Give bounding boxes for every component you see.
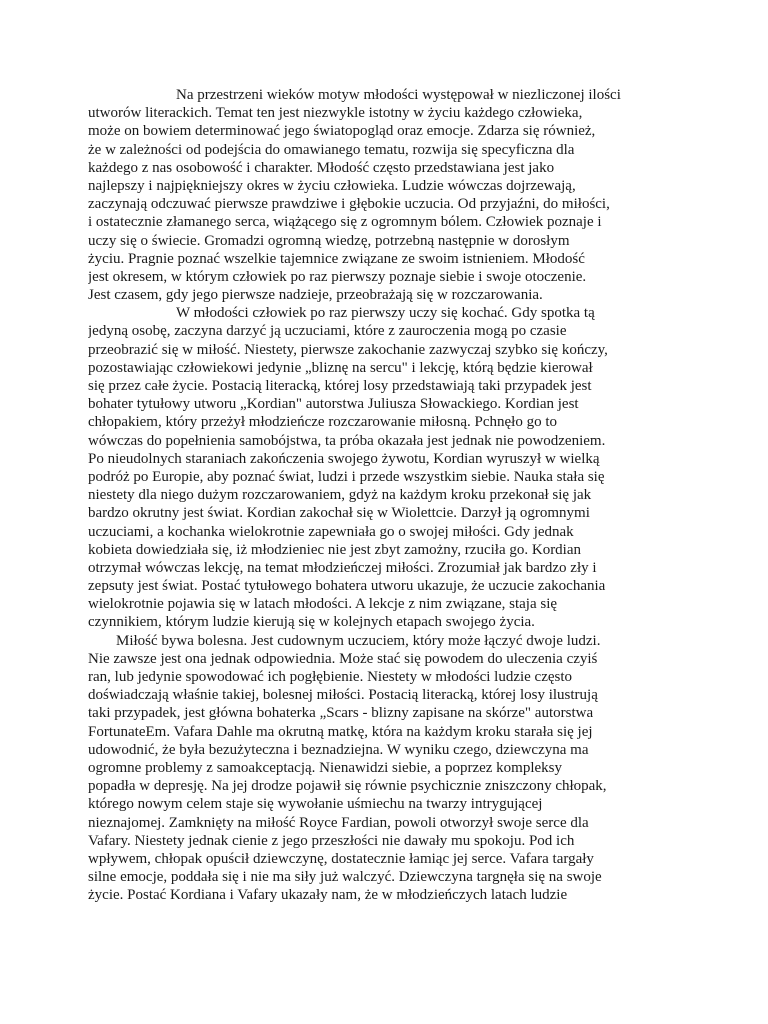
text-line: którego nowym celem staje się wywołanie uśmiechu na twarzy intrygującej [88,796,543,813]
paragraph [88,632,688,905]
text-line: jedyną osobę, zaczyna darzyć ją uczuciami, które z zauroczenia mogą po czasie [88,323,567,340]
paragraph [88,304,688,631]
text-line: Miłość bywa bolesna. Jest cudownym uczuciem, który może łączyć dwoje ludzi. [116,632,601,649]
text-line: Na przestrzeni wieków motyw młodości występował w niezliczonej ilości [176,87,621,103]
text-line: zaczynają odczuwać pierwsze prawdziwe i głębokie uczucia. Od przyjaźni, do miłości, [88,196,610,213]
text-line: może on bowiem determinować jego światopogląd oraz emocje. Zdarza się również, [88,123,596,140]
text-line: silne emocje, poddała się i nie ma siły już walczyć. Dziewczyna targnęła się na swoje [88,869,602,886]
text-line: zepsuty jest świat. Postać tytułowego bohatera utworu ukazuje, że uczucie zakochania [88,578,606,595]
text-line: czynnikiem, którym ludzie kierują się w kolejnych etapach swojego życia. [88,614,535,631]
text-line: utworów literackich. Temat ten jest niezwykle istotny w życiu każdego człowieka, [88,105,583,122]
text-line: się przez całe życie. Postacią literacką, której losy przedstawiają taki przypadek jest [88,378,592,394]
text-line: podróż po Europie, aby poznać świat, ludzi i przede wszystkim siebie. Nauka stała się [88,468,605,485]
text-line: każdego z nas osobowość i charakter. Młodość często przedstawiana jest jako [88,159,555,176]
text-line: przeobrazić się w miłość. Niestety, pierwsze zakochanie zazwyczaj szybko się kończy, [88,341,608,358]
text-line: że w zależności od podejścia do omawianego tematu, rozwija się specyficzna dla [88,141,575,158]
text-line: wielokrotnie pojawia się w latach młodości. A lekcje z nim związane, staja się [88,596,558,613]
text-line: otrzymał wówczas lekcję, na temat młodzieńczej miłości. Zrozumiał jak bardzo zły i [88,559,597,576]
text-line: wówczas do popełnienia samobójstwa, ta próba okazała jest jednak nie powodzeniem. [88,432,606,449]
text-line: Jest czasem, gdy jego pierwsze nadzieje, przeobrażają się w rozczarowania. [88,287,543,304]
text-line: taki przypadek, jest główna bohaterka „Scars - blizny zapisane na skórze" autorstwa [88,705,594,722]
text-line: pozostawiając człowiekowi jedynie „bliznę na sercu" i lekcję, którą będzie kierował [88,359,593,376]
text-line: jest okresem, w którym człowiek po raz pierwszy poznaje siebie i swoje otoczenie. [88,268,587,285]
paragraph [88,86,688,304]
text-line: życiu. Pragnie poznać wszelkie tajemnice związane ze swoim istnieniem. Młodość [88,250,585,267]
text-line: FortunateEm. Vafara Dahle ma okrutną matkę, która na każdym kroku starała się jej [88,723,593,740]
text-line: ogromne problemy z samoakceptacją. Nienawidzi siebie, a poprzez kompleksy [88,759,562,776]
text-line: życie. Postać Kordiana i Vafary ukazały nam, że w młodzieńczych latach ludzie [88,887,568,904]
text-line: niestety dla niego dużym rozczarowaniem, gdyż na każdym kroku przekonał się jak [88,487,592,504]
text-line: Vafary. Niestety jednak cienie z jego przeszłości nie dawały mu spokoju. Pod ich [88,832,575,849]
text-line: udowodnić, że była bezużyteczna i beznadziejna. W wyniku czego, dziewczyna ma [88,741,589,758]
text-line: najlepszy i najpiękniejszy okres w życiu człowieka. Ludzie wówczas dojrzewają, [88,177,576,194]
text-line: Nie zawsze jest ona jednak odpowiednia. Może stać się powodem do uleczenia czyiś [88,650,598,667]
text-line: ran, lub jedynie spowodować ich pogłębienie. Niestety w młodości ludzie często [88,669,573,685]
text-line: chłopakiem, który przeżył młodzieńcze rozczarowanie miłosną. Pchnęło go to [88,414,557,431]
text-line: bardzo okrutny jest świat. Kordian zakochał się w Wiolettcie. Darzył ją ogromnymi [88,505,590,522]
text-line: doświadczają właśnie takiej, bolesnej miłości. Postacią literacką, której losy ilustrują [88,687,598,704]
text-line: W młodości człowiek po raz pierwszy uczy się kochać. Gdy spotka tą [176,305,595,322]
text-line: popadła w depresję. Na jej drodze pojawił się równie psychicznie zniszczony chłopak, [88,778,607,795]
text-line: nieznajomej. Zamknięty na miłość Royce Fardian, powoli otworzył swoje serce dla [88,814,589,831]
text-line: bohater tytułowy utworu „Kordian" autorstwa Juliusza Słowackiego. Kordian jest [88,396,579,413]
text-line: uczuciami, a kochanka wielokrotnie zapewniała go o swojej miłości. Gdy jednak [88,523,574,540]
essay-text [88,86,688,904]
text-line: Po nieudolnych staraniach zakończenia swojego żywotu, Kordian wyruszył w wielką [88,450,600,467]
text-line: uczy się o świecie. Gromadzi ogromną wiedzę, potrzebną następnie w dorosłym [88,232,570,249]
text-line: wpływem, chłopak opuścił dziewczynę, dostatecznie łamiąc jej serce. Vafara targały [88,850,594,867]
text-line: i ostatecznie złamanego serca, wiążącego się z ogromnym bólem. Człowiek poznaje i [88,214,602,231]
text-line: kobieta dowiedziała się, iż młodzieniec nie jest zbyt zamożny, rzuciła go. Kordian [88,541,582,558]
